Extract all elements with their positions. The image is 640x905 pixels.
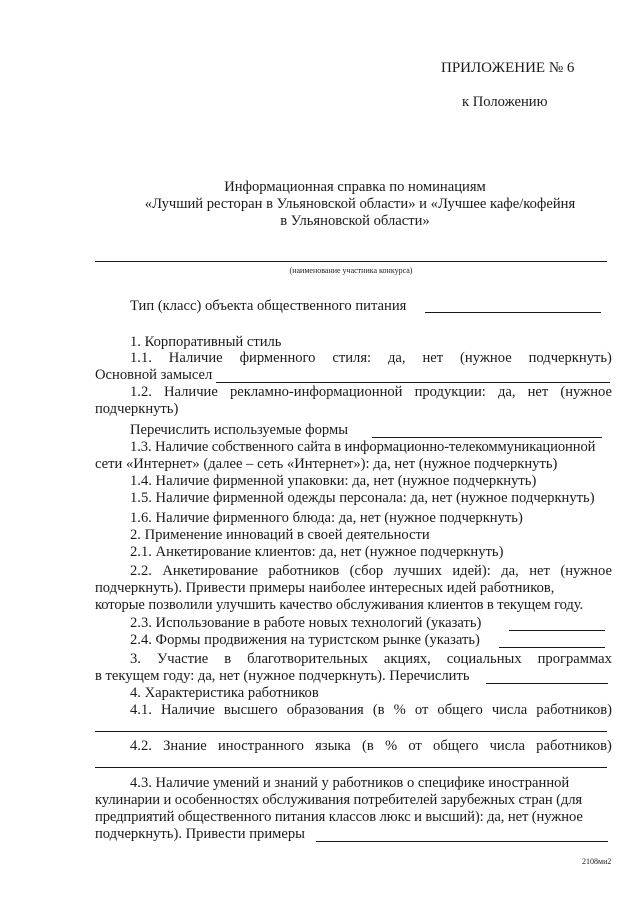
- item-2-2-line-2: подчеркнуть). Привести примеры наиболее интересных идей работников,: [95, 580, 555, 596]
- section-3-line-2: в текущем году: да, нет (нужное подчеркнуть). Перечислить: [95, 668, 470, 684]
- item-4-3-line-4: подчеркнуть). Привести примеры: [95, 826, 305, 842]
- item-1-4: 1.4. Наличие фирменной упаковки: да, нет (нужное подчеркнуть): [130, 473, 537, 489]
- appendix-number: ПРИЛОЖЕНИЕ № 6: [441, 60, 575, 76]
- item-4-1-blank: [95, 731, 607, 732]
- regulation-reference: к Положению: [462, 94, 548, 110]
- document-title-line-2: «Лучший ресторан в Ульяновской области» и «Лучшее кафе/кофейня: [144, 196, 576, 212]
- item-4-3-blank: [316, 841, 608, 842]
- item-4-2-blank: [95, 767, 607, 768]
- object-type-label: Тип (класс) объекта общественного питания: [130, 298, 407, 314]
- item-4-3-line-1: 4.3. Наличие умений и знаний у работников о специфике иностранной: [130, 775, 570, 791]
- item-1-2-continuation: подчеркнуть): [95, 401, 179, 417]
- used-forms-label: Перечислить используемые формы: [130, 422, 349, 438]
- participant-name-caption: (наименование участника конкурса): [289, 266, 413, 275]
- item-2-3-blank: [509, 630, 605, 631]
- footer-code: 2108ми2: [582, 857, 612, 866]
- item-1-6: 1.6. Наличие фирменного блюда: да, нет (нужное подчеркнуть): [130, 510, 523, 526]
- item-2-1: 2.1. Анкетирование клиентов: да, нет (нужное подчеркнуть): [130, 544, 504, 560]
- item-4-1: 4.1. Наличие высшего образования (в % от общего числа работников): [130, 702, 612, 718]
- object-type-blank: [425, 312, 601, 313]
- used-forms-blank: [372, 437, 602, 438]
- item-2-2-line-1: 2.2. Анкетирование работников (сбор лучших идей): да, нет (нужное: [130, 563, 612, 579]
- main-idea-blank: [216, 382, 610, 383]
- item-1-5: 1.5. Наличие фирменной одежды персонала: да, нет (нужное подчеркнуть): [130, 490, 595, 506]
- item-1-1: 1.1. Наличие фирменного стиля: да, нет (нужное подчеркнуть): [130, 350, 612, 366]
- item-4-2: 4.2. Знание иностранного языка (в % от общего числа работников): [130, 738, 612, 754]
- item-2-4-blank: [499, 647, 605, 648]
- document-title-line-1: Информационная справка по номинациям: [224, 179, 486, 195]
- section-4-heading: 4. Характеристика работников: [130, 685, 319, 701]
- document-title-line-3: в Ульяновской области»: [280, 213, 430, 229]
- section-1-heading: 1. Корпоративный стиль: [130, 334, 282, 350]
- item-1-3-line-2: сети «Интернет» (далее – сеть «Интернет»): да, нет (нужное подчеркнуть): [95, 456, 558, 472]
- section-2-heading: 2. Применение инноваций в своей деятельности: [130, 527, 430, 543]
- section-3-blank: [486, 683, 608, 684]
- item-2-2-line-3: которые позволили улучшить качество обслуживания клиентов в текущем году.: [95, 597, 584, 613]
- item-2-4: 2.4. Формы продвижения на туристском рынке (указать): [130, 632, 480, 648]
- item-1-2: 1.2. Наличие рекламно-информационной продукции: да, нет (нужное: [130, 384, 612, 400]
- item-4-3-line-2: кулинарии и особенностях обслуживания потребителей зарубежных стран (для: [95, 792, 583, 808]
- section-3-line-1: 3. Участие в благотворительных акциях, социальных программах: [130, 651, 612, 667]
- item-2-3: 2.3. Использование в работе новых технологий (указать): [130, 615, 482, 631]
- participant-name-line: [95, 261, 607, 262]
- item-4-3-line-3: предприятий общественного питания классов люкс и высший): да, нет (нужное: [95, 809, 583, 825]
- main-idea-label: Основной замысел: [95, 367, 213, 383]
- item-1-3-line-1: 1.3. Наличие собственного сайта в информационно-телекоммуникационной: [130, 439, 596, 455]
